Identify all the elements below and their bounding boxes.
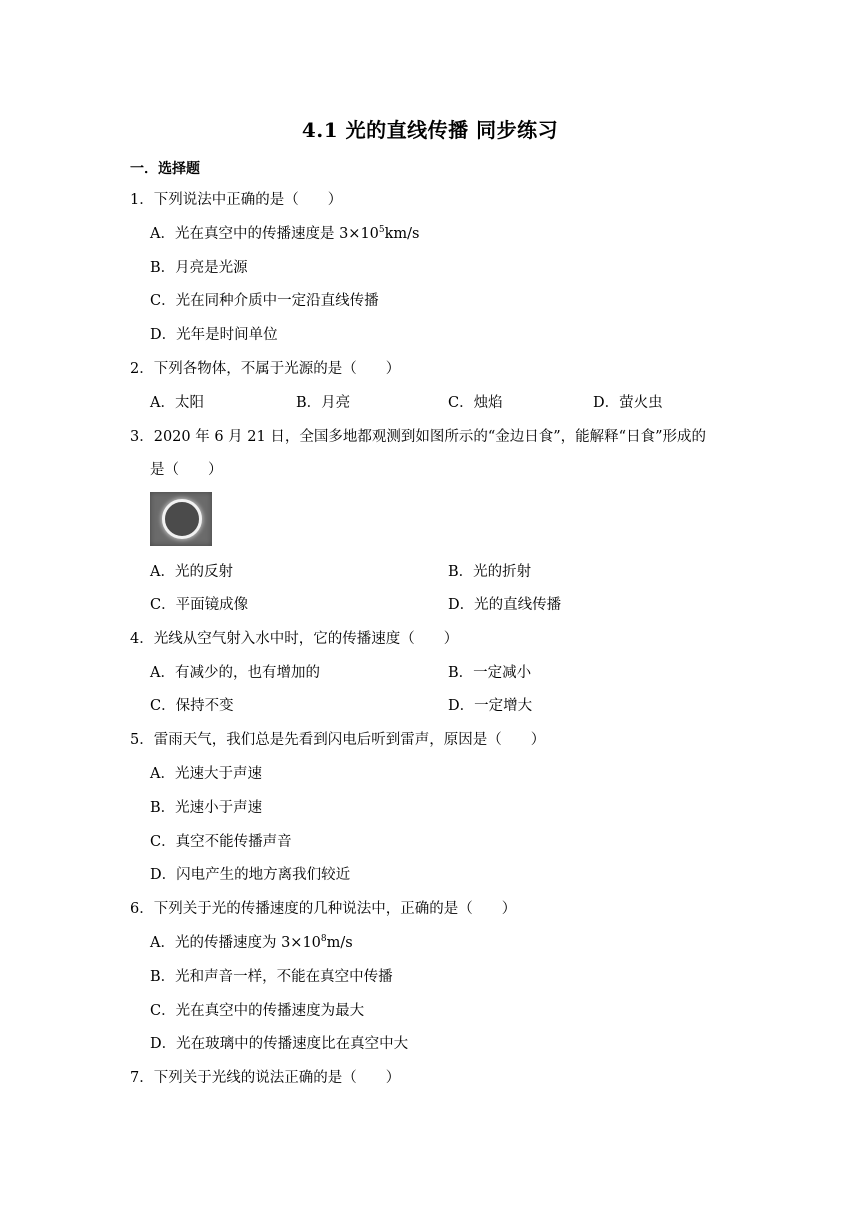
question-1-option-d: D．光年是时间单位 [150, 327, 278, 343]
question-2-option-b: B．月亮 [296, 395, 351, 411]
question-6-option-b: B．光和声音一样，不能在真空中传播 [150, 969, 393, 985]
question-3-option-c: C．平面镜成像 [150, 597, 249, 613]
annular-eclipse-photo [150, 492, 212, 546]
question-4-option-a: A．有减少的，也有增加的 [150, 665, 320, 681]
unit: km/s [384, 226, 420, 242]
question-2-option-d: D．萤火虫 [593, 395, 663, 411]
question-6-option-c: C．光在真空中的传播速度为最大 [150, 1003, 365, 1019]
question-5-option-b: B．光速小于声速 [150, 800, 263, 816]
question-1-option-c: C．光在同种介质中一定沿直线传播 [150, 293, 379, 309]
section-heading: 一．选择题 [130, 161, 200, 177]
option-a-text: A．光在真空中的传播速度是 3×10 [150, 226, 379, 242]
question-5-option-d: D．闪电产生的地方离我们较近 [150, 867, 351, 883]
question-3-option-b: B．光的折射 [448, 564, 532, 580]
question-6-option-d: D．光在玻璃中的传播速度比在真空中大 [150, 1036, 409, 1052]
unit: m/s [326, 935, 353, 951]
question-4-stem: 4．光线从空气射入水中时，它的传播速度（ ） [130, 631, 459, 647]
question-5-option-a: A．光速大于声速 [150, 766, 262, 782]
question-4-option-d: D．一定增大 [448, 698, 533, 714]
question-6-option-a [150, 936, 353, 951]
question-3-stem-line-1: 3．2020 年 6 月 21 日，全国多地都观测到如图所示的“金边日食”，能解释“日食”形成的 [130, 429, 706, 445]
option-a-text: A．光的传播速度为 3×10 [150, 935, 321, 951]
question-2-option-c: C．烛焰 [448, 395, 503, 411]
question-6-stem: 6．下列关于光的传播速度的几种说法中，正确的是（ ） [130, 901, 517, 917]
exponent: 5 [378, 225, 385, 235]
question-1-stem: 1．下列说法中正确的是（ ） [130, 192, 343, 208]
eclipse-ring [162, 499, 202, 539]
question-2-stem: 2．下列各物体，不属于光源的是（ ） [130, 361, 401, 377]
question-3-stem-line-2: 是（ ） [150, 462, 223, 478]
question-3-option-d: D．光的直线传播 [448, 597, 562, 613]
question-5-stem: 5．雷雨天气，我们总是先看到闪电后听到雷声，原因是（ ） [130, 732, 546, 748]
question-2-option-a: A．太阳 [150, 395, 204, 411]
question-3-option-a: A．光的反射 [150, 564, 233, 580]
exponent: 8 [320, 934, 327, 944]
question-1-option-a [150, 227, 420, 242]
question-4-option-c: C．保持不变 [150, 698, 234, 714]
question-4-option-b: B．一定减小 [448, 665, 532, 681]
page-title: 4.1 光的直线传播 同步练习 [301, 118, 559, 142]
question-7-stem: 7．下列关于光线的说法正确的是（ ） [130, 1070, 401, 1086]
question-5-option-c: C．真空不能传播声音 [150, 834, 292, 850]
question-1-option-b: B．月亮是光源 [150, 260, 248, 276]
